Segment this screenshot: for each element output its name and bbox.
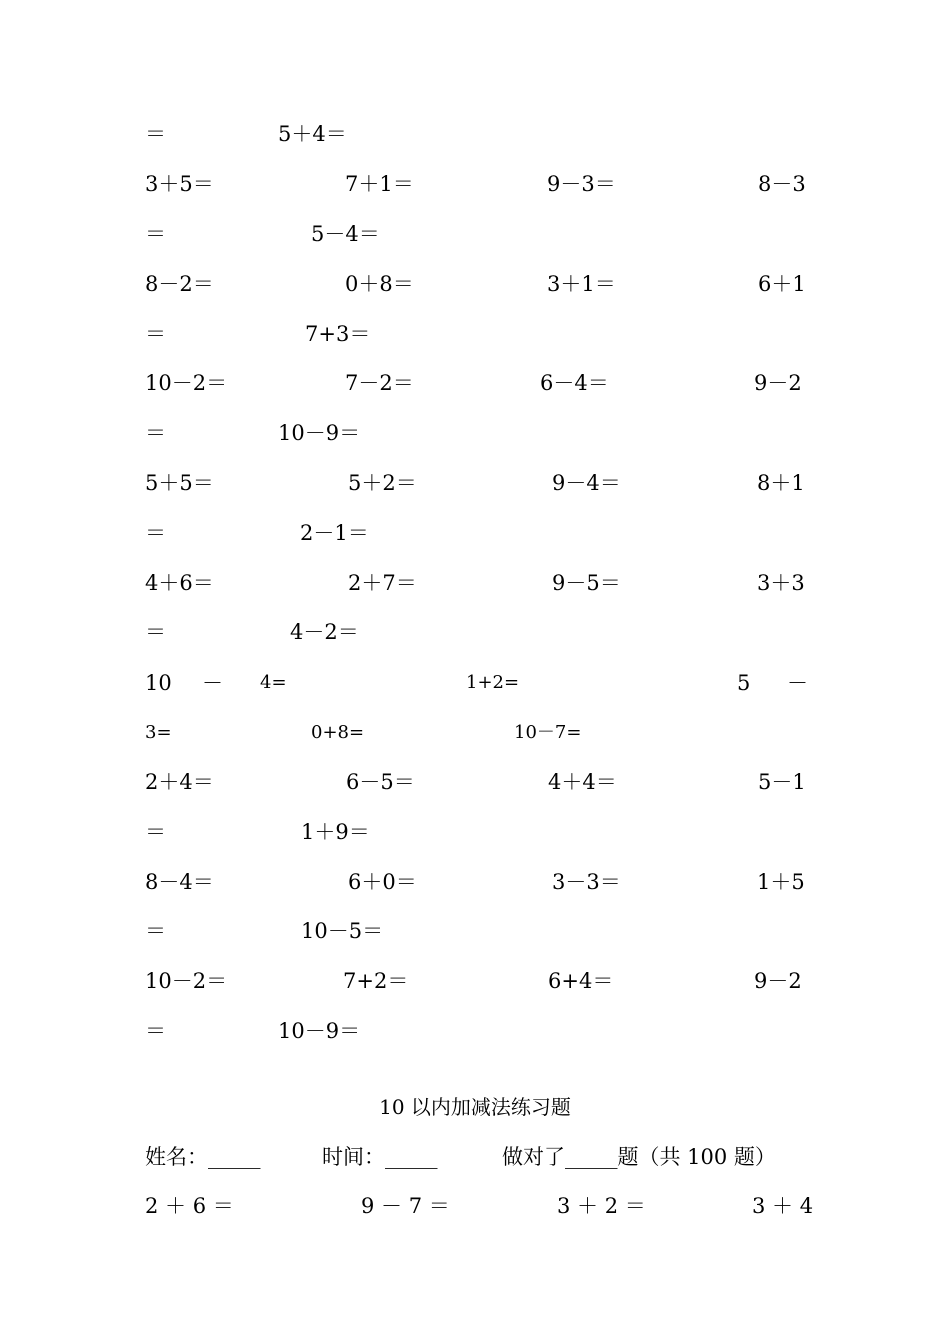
problem-line xyxy=(0,666,950,700)
equation: 4－2＝ xyxy=(290,620,359,644)
problem-line xyxy=(0,217,950,251)
problem-line xyxy=(0,765,950,799)
equation: 8－2＝ xyxy=(145,272,214,296)
equation: 1+2= xyxy=(466,672,520,693)
problem-line xyxy=(0,964,950,998)
problem-line xyxy=(0,1189,950,1223)
equation: 1＋9＝ xyxy=(301,820,370,844)
equation: ＝ xyxy=(145,919,166,943)
equation: ＝ xyxy=(145,521,166,545)
problem-line xyxy=(0,1014,950,1048)
problem-line xyxy=(0,366,950,400)
equation: 10－9＝ xyxy=(278,421,361,445)
equation: ＝ xyxy=(145,421,166,445)
equation: 0＋8＝ xyxy=(345,272,414,296)
equation: 10－5＝ xyxy=(301,919,384,943)
problem-line xyxy=(0,815,950,849)
equation: 7+2＝ xyxy=(343,969,409,993)
equation: ＝ xyxy=(145,222,166,246)
equation: 2－1＝ xyxy=(300,521,369,545)
equation: 6－5＝ xyxy=(346,770,415,794)
equation: 3 ＋ 4 xyxy=(752,1194,814,1218)
problem-line xyxy=(0,167,950,201)
name-field-label: 姓名：_____ xyxy=(145,1145,261,1169)
equation-part: 4= xyxy=(260,672,287,693)
equation: 7－2＝ xyxy=(345,371,414,395)
problem-line xyxy=(0,317,950,351)
equation: 4＋4＝ xyxy=(548,770,617,794)
problem-line xyxy=(0,466,950,500)
equation: 8－3 xyxy=(758,172,806,196)
equation: 3＋3 xyxy=(757,571,805,595)
equation: 9－2 xyxy=(754,371,802,395)
equation: 9－5＝ xyxy=(552,571,621,595)
equation: 9－4＝ xyxy=(552,471,621,495)
equation: 5＋4＝ xyxy=(278,122,347,146)
equation: ＝ xyxy=(145,620,166,644)
equation: 5＋5＝ xyxy=(145,471,214,495)
equation: 5＋2＝ xyxy=(348,471,417,495)
equation: 9－3＝ xyxy=(547,172,616,196)
equation: ＝ xyxy=(145,1019,166,1043)
equation-part: － xyxy=(202,671,223,695)
score-field-label: 做对了_____题（共 100 题） xyxy=(502,1145,776,1169)
problem-line xyxy=(0,416,950,450)
problem-line xyxy=(0,267,950,301)
equation: 4＋6＝ xyxy=(145,571,214,595)
problem-line xyxy=(0,914,950,948)
equation: 10－7= xyxy=(514,722,582,743)
equation: 3＋5＝ xyxy=(145,172,214,196)
equation: 6+4＝ xyxy=(548,969,614,993)
problem-line xyxy=(0,615,950,649)
equation: 6＋0＝ xyxy=(348,870,417,894)
equation-part: 10 xyxy=(145,671,172,695)
equation: 2＋4＝ xyxy=(145,770,214,794)
equation: 8－4＝ xyxy=(145,870,214,894)
equation: 9 － 7 ＝ xyxy=(361,1194,450,1218)
equation-part: 5 xyxy=(737,671,751,695)
problem-line xyxy=(0,566,950,600)
problem-line xyxy=(0,716,950,750)
problem-line xyxy=(0,516,950,550)
equation: 2 ＋ 6 ＝ xyxy=(145,1194,234,1218)
problem-line xyxy=(0,117,950,151)
equation: 5－4＝ xyxy=(311,222,380,246)
section-title: 10 以内加减法练习题 xyxy=(379,1095,571,1119)
equation: 10－2＝ xyxy=(145,371,228,395)
equation: ＝ xyxy=(145,820,166,844)
equation: 0+8= xyxy=(311,722,365,743)
equation: 2＋7＝ xyxy=(348,571,417,595)
equation: 9－2 xyxy=(754,969,802,993)
problem-line xyxy=(0,865,950,899)
time-field-label: 时间：_____ xyxy=(322,1145,438,1169)
equation-part: － xyxy=(787,671,808,695)
equation: 10－9＝ xyxy=(278,1019,361,1043)
equation: 7＋1＝ xyxy=(345,172,414,196)
equation: 3 ＋ 2 ＝ xyxy=(557,1194,646,1218)
equation: 8＋1 xyxy=(757,471,805,495)
equation: 5－1 xyxy=(758,770,806,794)
equation: 3－3＝ xyxy=(552,870,621,894)
equation: 7+3＝ xyxy=(305,322,371,346)
equation: 6－4＝ xyxy=(540,371,609,395)
equation: ＝ xyxy=(145,122,166,146)
equation: 3= xyxy=(145,722,172,743)
equation: 1＋5 xyxy=(757,870,805,894)
equation: 3＋1＝ xyxy=(547,272,616,296)
equation: 6＋1 xyxy=(758,272,806,296)
equation: ＝ xyxy=(145,322,166,346)
equation: 10－2＝ xyxy=(145,969,228,993)
